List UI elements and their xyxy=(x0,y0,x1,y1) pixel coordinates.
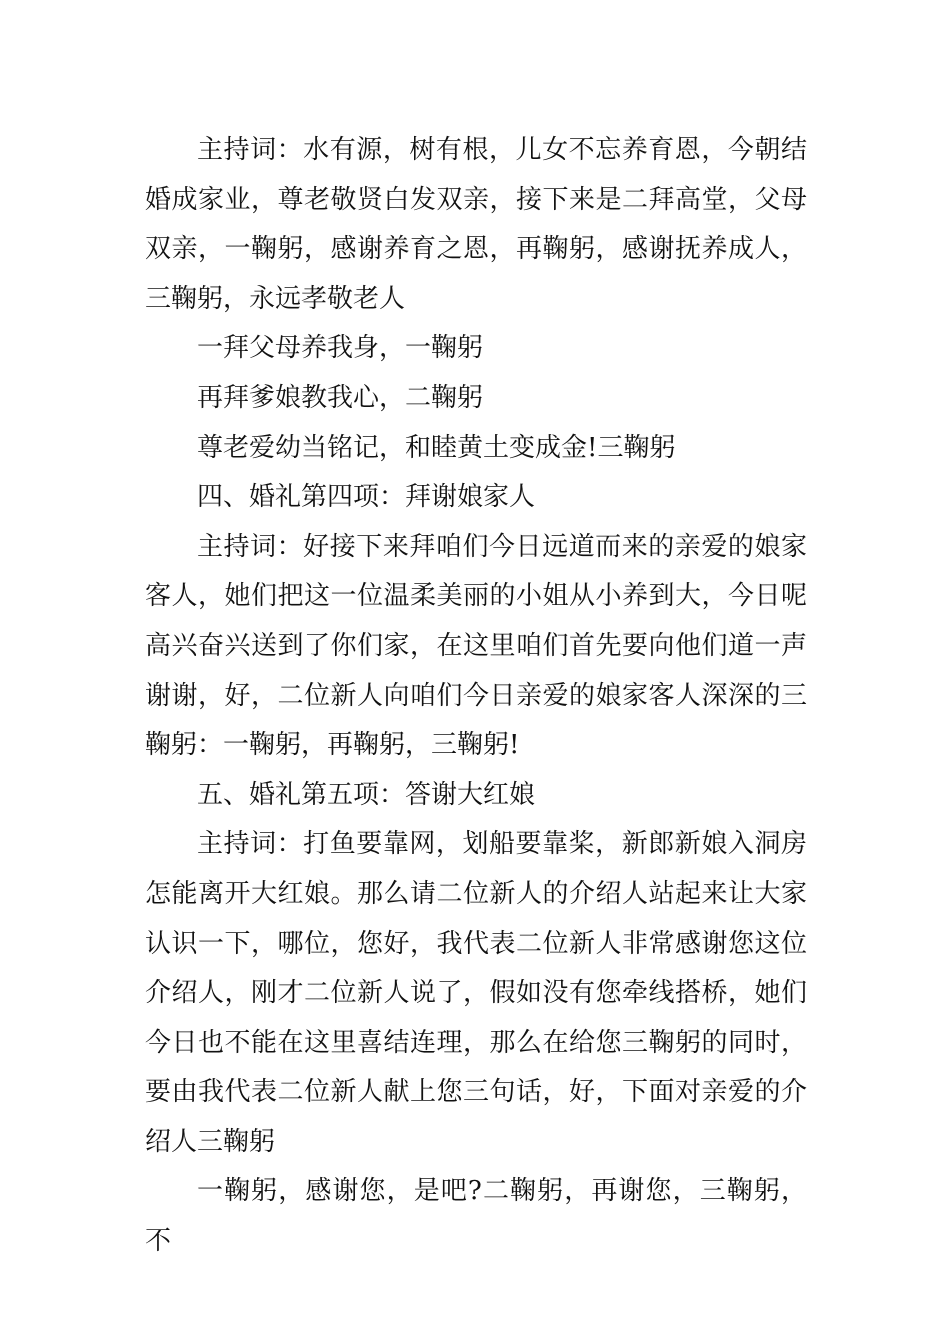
paragraph: 主持词：打鱼要靠网，划船要靠桨，新郎新娘入洞房怎能离开大红娘。那么请二位新人的介绍人站起来让大家认识一下，哪位，您好，我代表二位新人非常感谢您这位介绍人，刚才二位新人说了，假如没有您牵线搭桥，她们今日也不能在这里喜结连理，那么在给您三鞠躬的同时，要由我代表二位新人献上您三句话，好，下面对亲爱的介绍人三鞠躬 xyxy=(145,829,807,1157)
section-heading: 五、婚礼第五项：答谢大红娘 xyxy=(197,779,536,810)
document-body xyxy=(145,126,807,1267)
paragraph: 尊老爱幼当铭记，和睦黄土变成金!三鞠躬 xyxy=(197,432,676,463)
paragraph: 一鞠躬，感谢您，是吧?二鞠躬，再谢您，三鞠躬，不 xyxy=(145,1176,807,1257)
paragraph: 主持词：好接下来拜咱们今日远道而来的亲爱的娘家客人，她们把这一位温柔美丽的小姐从小养到大，今日呢高兴奋兴送到了你们家，在这里咱们首先要向他们道一声谢谢，好，二位新人向咱们今日亲爱的娘家客人深深的三鞠躬：一鞠躬，再鞠躬，三鞠躬! xyxy=(145,531,807,761)
paragraph: 一拜父母养我身，一鞠躬 xyxy=(197,333,484,364)
section-heading: 四、婚礼第四项：拜谢娘家人 xyxy=(197,482,536,513)
paragraph: 主持词：水有源，树有根，儿女不忘养育恩，今朝结婚成家业，尊老敬贤白发双亲，接下来是二拜高堂，父母双亲，一鞠躬，感谢养育之恩，再鞠躬，感谢抚养成人，三鞠躬，永远孝敬老人 xyxy=(145,135,807,314)
paragraph: 再拜爹娘教我心，二鞠躬 xyxy=(197,382,484,413)
